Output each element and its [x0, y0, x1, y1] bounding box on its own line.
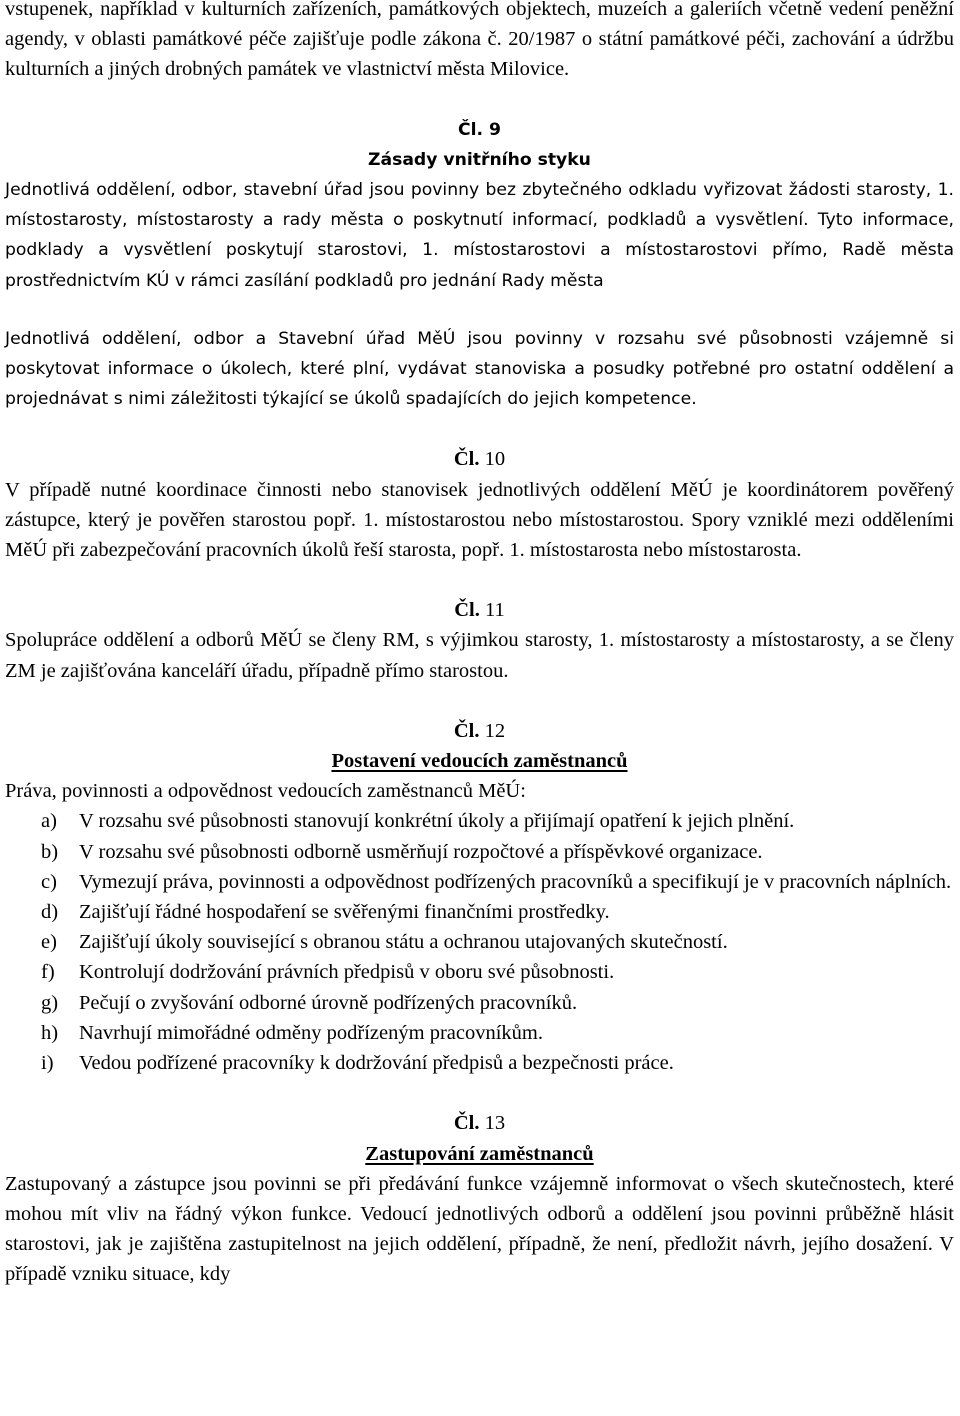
- article-12-heading-prefix: Čl.: [453, 719, 480, 742]
- spacer: [5, 686, 954, 716]
- article-13-paragraph: Zastupovaný a zástupce jsou povinni se při předávání funkce vzájemně informovat o všech skutečnostech, které mohou mít vliv na řádný výkon funkce. Vedoucí jednotlivých odborů a oddělení jsou povinni průběžně hlásit starostovi, jak je zajištěna zastupitelnost na jejich oddělení, případně, že není, předložit návrh, jejího dosažení. V případě vzniku situace, kdy: [5, 1172, 954, 1286]
- spacer: [5, 85, 954, 115]
- article-9-paragraph-1: [5, 175, 954, 296]
- list-item-text: V rozsahu své působnosti odborně usměrňují rozpočtové a příspěvkové organizace.: [79, 840, 763, 863]
- list-marker: f): [41, 961, 55, 984]
- list-marker: h): [41, 1021, 59, 1044]
- list-item-text: Vymezují práva, povinnosti a odpovědnost podřízených pracovníků a specifikují je v pracovních náplních.: [79, 870, 952, 893]
- list-item: [5, 957, 954, 987]
- list-marker: c): [41, 870, 57, 893]
- list-item: [5, 867, 954, 897]
- article-12-title-text: Postavení vedoucích zaměstnanců: [331, 750, 628, 773]
- article-9-paragraph-2: Jednotlivá oddělení, odbor a Stavební úřad MěÚ jsou povinny v rozsahu své působnosti vzájemně si poskytovat informace o úkolech, které plní, vydávat stanoviska a posudky potřebné pro ostatní oddělení a projednávat s nimi záležitosti týkající se úkolů spadajících do jejich kompetence.: [5, 328, 954, 410]
- list-item: [5, 1048, 954, 1078]
- spacer: [5, 565, 954, 595]
- article-10-paragraph: V případě nutné koordinace činnosti nebo stanovisek jednotlivých oddělení MěÚ je koordinátorem pověřený zástupce, který je pověřen starostou popř. 1. místostarostou nebo místostarostou. Spory vzniklé mezi odděleními MěÚ při zabezpečování pracovních úkolů řeší starosta, popř. 1. místostarosta nebo místostarosta.: [5, 478, 954, 562]
- list-item-text: V rozsahu své působnosti stanovují konkrétní úkoly a přijímají opatření k jejich plnění.: [79, 810, 795, 833]
- article-12-title: [5, 746, 954, 776]
- article-13-title-text: Zastupování zaměstnanců: [365, 1142, 594, 1165]
- article-11-heading-number: 11: [485, 599, 505, 622]
- article-9-title: Zásady vnitřního styku: [368, 149, 591, 170]
- list-item-text: Navrhují mimořádné odměny podřízeným pracovníkům.: [79, 1021, 543, 1044]
- list-marker: b): [41, 840, 59, 863]
- spacer: [5, 414, 954, 444]
- article-13-title: [5, 1139, 954, 1169]
- article-9-heading-number: 9: [489, 119, 501, 140]
- list-item-text: Kontrolují dodržování právních předpisů v oboru své působnosti.: [79, 961, 615, 984]
- list-marker: a): [41, 810, 57, 833]
- list-item: [5, 837, 954, 867]
- list-item: [5, 1018, 954, 1048]
- list-item-text: Zajišťují úkoly související s obranou státu a ochranou utajovaných skutečností.: [79, 931, 728, 954]
- article-10-heading-number: 10: [484, 448, 506, 471]
- article-9-heading: [5, 115, 954, 145]
- article-12-duties-list: [5, 806, 954, 1078]
- article-12-heading-number: 12: [484, 719, 506, 742]
- intro-paragraph: vstupenek, například v kulturních zařízeních, památkových objektech, muzeích a galeriích včetně vedení peněžní agendy, v oblasti památkové péče zajišťuje podle zákona č. 20/1987 o státní památkové péči, zachování a údržbu kulturních a jiných drobných památek ve vlastnictví města Milovice.: [5, 0, 954, 81]
- article-11-paragraph: Spolupráce oddělení a odborů MěÚ se členy RM, s výjimkou starosty, 1. místostarosty a místostarosty, a se členy ZM je zajišťována kanceláří úřadu, případně přímo starostou.: [5, 629, 954, 682]
- list-item: [5, 988, 954, 1018]
- article-9-paragraph-1-text: Jednotlivá oddělení, odbor, stavební úřad jsou povinny bez zbytečného odkladu vyřizovat žádosti starosty, 1. místostarosty, místostarosty a rady města o poskytnutí informací, podkladů a vysvětlení. Tyto informace, podklady a vysvětlení poskytují starostovi, 1. místostarostovi a místostarostovi přímo, Radě města prostřednictvím KÚ v rámci zasílání podkladů pro jednání Rady města: [5, 180, 954, 291]
- article-10-heading: [5, 444, 954, 474]
- article-13-heading-prefix: Čl.: [453, 1112, 480, 1135]
- spacer: [5, 1078, 954, 1108]
- list-marker: e): [41, 931, 57, 954]
- article-12-lead: Práva, povinnosti a odpovědnost vedoucích zaměstnanců MěÚ:: [5, 780, 526, 803]
- article-11-heading-prefix: Čl.: [454, 599, 480, 622]
- spacer: [5, 296, 954, 324]
- list-item-text: Zajišťují řádné hospodaření se svěřenými finančními prostředky.: [79, 901, 610, 924]
- article-12-heading: [5, 716, 954, 746]
- article-11-heading: [5, 595, 954, 625]
- list-marker: d): [41, 901, 59, 924]
- article-9-heading-prefix: Čl.: [458, 119, 484, 140]
- list-item: [5, 897, 954, 927]
- list-marker: g): [41, 991, 59, 1014]
- list-item: [5, 927, 954, 957]
- article-10-heading-prefix: Čl.: [453, 448, 480, 471]
- list-item-text: Vedou podřízené pracovníky k dodržování předpisů a bezpečnosti práce.: [79, 1052, 674, 1075]
- article-13-heading: [5, 1108, 954, 1138]
- list-marker: i): [41, 1052, 54, 1075]
- list-item: [5, 806, 954, 836]
- list-item-text: Pečují o zvyšování odborné úrovně podřízených pracovníků.: [79, 991, 578, 1014]
- article-13-heading-number: 13: [484, 1112, 506, 1135]
